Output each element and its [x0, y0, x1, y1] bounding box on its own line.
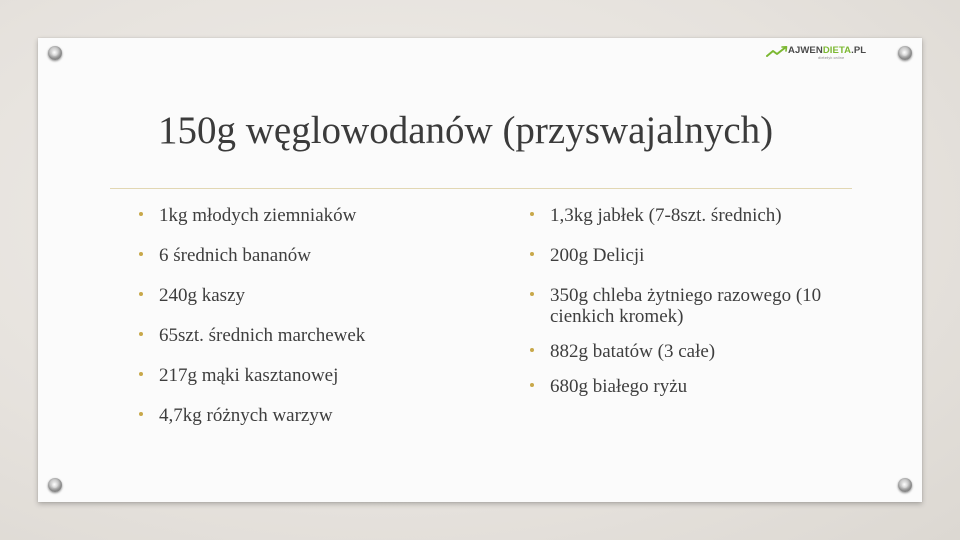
list-item — [530, 245, 870, 266]
pushpin-bottom-right-icon — [898, 478, 912, 492]
bullet-dot-icon — [139, 212, 143, 216]
list-item-text: 1,3kg jabłek (7-8szt. średnich) — [550, 205, 782, 226]
title-divider — [110, 188, 852, 189]
bullet-dot-icon — [530, 383, 534, 387]
logo-mark-icon — [766, 46, 788, 58]
list-item-text: 1kg młodych ziemniaków — [159, 205, 357, 226]
list-item — [530, 341, 870, 362]
list-item-text: 350g chleba żytniego razowego (10 cienkich kromek) — [550, 285, 822, 327]
bullet-dot-icon — [139, 332, 143, 336]
list-item — [530, 376, 870, 397]
brand-logo — [766, 44, 884, 64]
list-item — [139, 285, 479, 306]
list-item — [530, 205, 870, 226]
bullet-dot-icon — [139, 292, 143, 296]
list-item — [530, 285, 870, 327]
pushpin-top-left-icon — [48, 46, 62, 60]
list-item-text: 217g mąki kasztanowej — [159, 365, 339, 386]
bullet-dot-icon — [139, 412, 143, 416]
list-item-text: 200g Delicji — [550, 245, 645, 266]
pushpin-top-right-icon — [898, 46, 912, 60]
list-item-text: 240g kaszy — [159, 285, 246, 306]
bullet-dot-icon — [530, 212, 534, 216]
list-item — [139, 245, 479, 266]
logo-wordmark-part3: .PL — [851, 45, 867, 56]
bullet-dot-icon — [530, 348, 534, 352]
slide-title: 150g węglowodanów (przyswajalnych) — [158, 109, 774, 152]
list-item-text: 6 średnich bananów — [159, 245, 311, 266]
logo-wordmark-part2: DIETA — [822, 45, 852, 56]
list-item — [139, 205, 479, 226]
list-item-text: 882g batatów (3 całe) — [550, 341, 716, 362]
bullet-dot-icon — [530, 252, 534, 256]
list-item-text: 680g białego ryżu — [550, 376, 688, 397]
list-item-text: 4,7kg różnych warzyw — [159, 405, 333, 426]
list-item — [139, 365, 479, 386]
logo-wordmark-part1: AJWEN — [788, 45, 823, 56]
right-column-list — [530, 205, 870, 416]
list-item — [139, 325, 479, 346]
list-item — [139, 405, 479, 426]
list-item-text: 65szt. średnich marchewek — [159, 325, 366, 346]
left-column-list — [139, 205, 479, 445]
pushpin-bottom-left-icon — [48, 478, 62, 492]
logo-wordmark — [788, 45, 866, 56]
bullet-dot-icon — [530, 292, 534, 296]
bullet-dot-icon — [139, 372, 143, 376]
bullet-dot-icon — [139, 252, 143, 256]
logo-tagline: dietetyk online — [818, 56, 845, 60]
